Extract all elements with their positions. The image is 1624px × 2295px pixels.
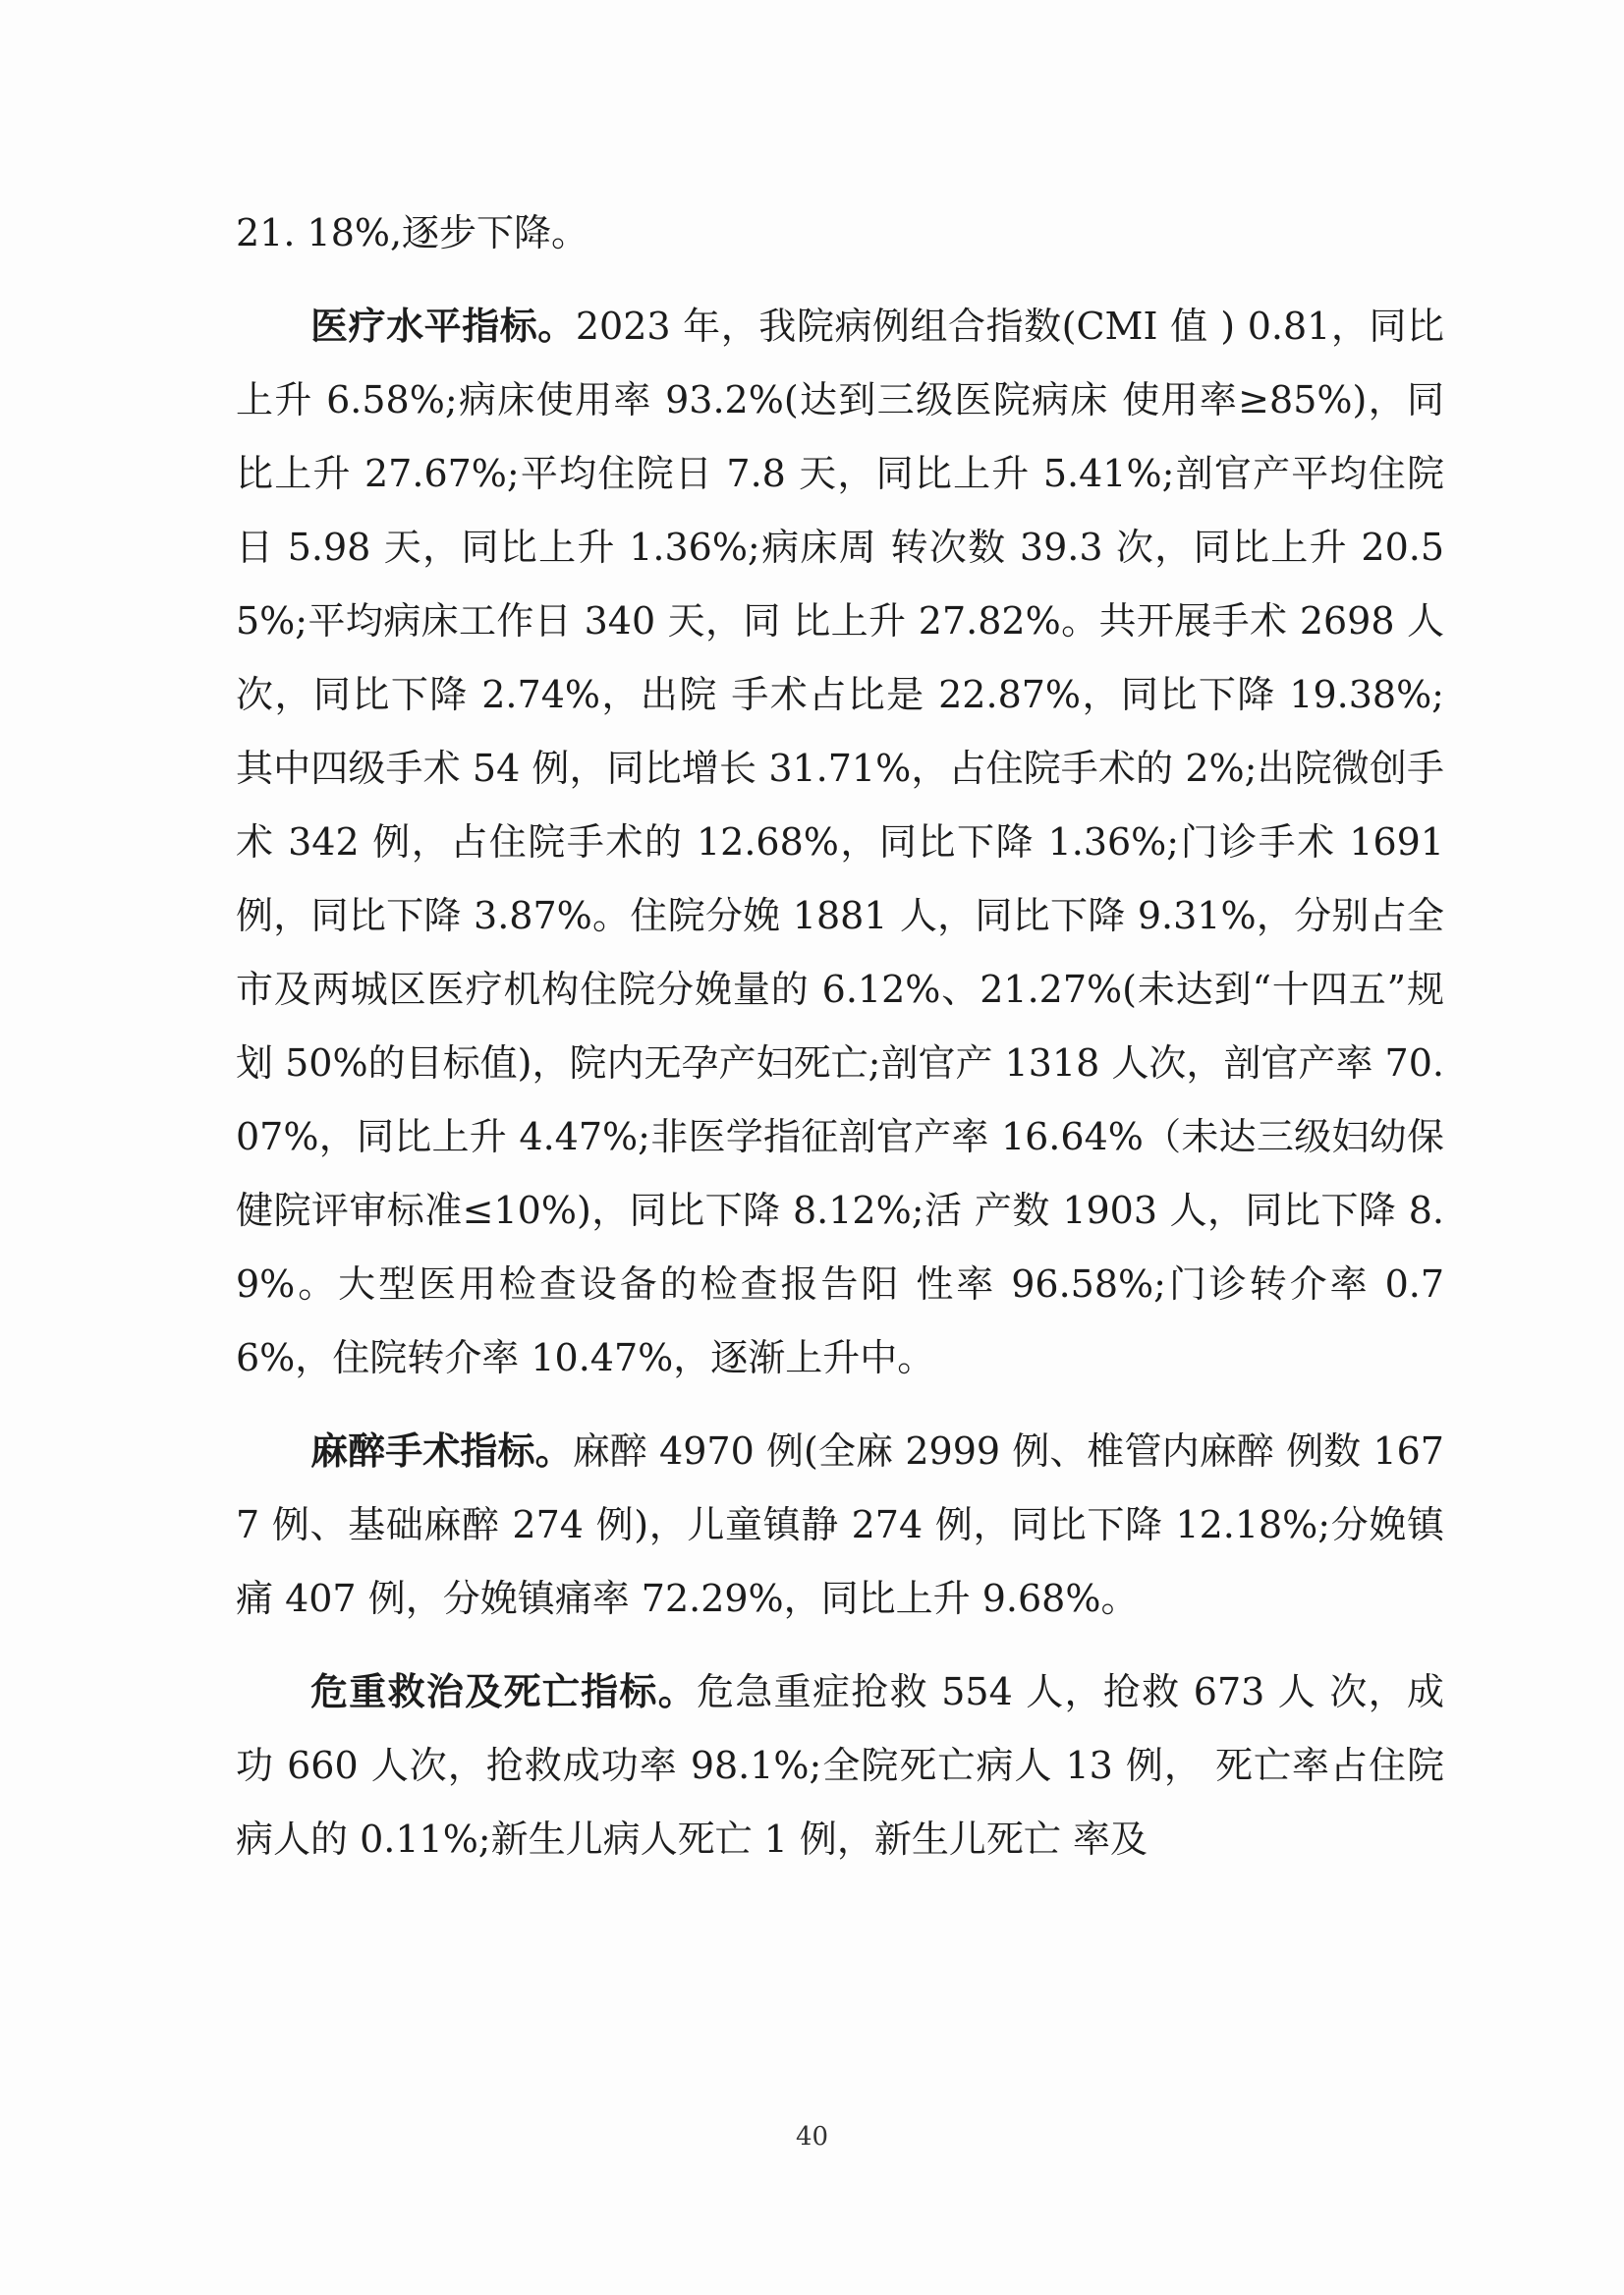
paragraph-text: 危急重症抢救 554 人，抢救 673 人 次，成功 660 人次，抢救成功率 98.1%;全院死亡病人 13 例， 死亡率占住院病人的 0.11%;新生儿病人死亡 1 例，新生儿死亡 率及 [236,1670,1444,1861]
document-body [236,196,1444,1896]
page-number: 40 [795,2122,829,2152]
paragraph-continuation [236,196,1444,270]
paragraph-anesthesia [236,1415,1444,1636]
paragraph-text: 21. 18%,逐步下降。 [236,211,589,254]
paragraph-heading: 麻醉手术指标。 [310,1429,573,1473]
paragraph-text: 2023 年，我院病例组合指数(CMI 值 ) 0.81，同比上升 6.58%;病床使用率 93.2%(达到三级医院病床 使用率≥85%)，同比上升 27.67%;平均住院日 7.8 天，同比上升 5.41%;剖官产平均住院日 5.98 天，同比上升 1.36%;病床周 转次数 39.3 次，同比上升 20.55%;平均病床工作日 340 天，同 比上升 27.82%。共开展手术 2698 人次，同比下降 2.74%，出院 手术占比是 22.87%，同比下降 19.38%;其中四级手术 54 例，同比增长 31.71%，占住院手术的 2%;出院微创手术 342 例，占住院手术的 12.68%，同比下降 1.36%;门诊手术 1691 例，同比下降 3.87%。住院分娩 1881 人，同比下降 9.31%，分别占全市及两城区医疗机构住院分娩量的 6.12%、21.27%(未达到“十四五”规划 50%的目标值)，院内无孕产妇死亡;剖官产 1318 人次，剖官产率 70.07%，同比上升 4.47%;非医学指征剖官产率 16.64%（未达三级妇幼保健院评审标准≤10%)，同比下降 8.12%;活 产数 1903 人，同比下降 8.9%。大型医用检查设备的检查报告阳 性率 96.58%;门诊转介率 0.76%，住院转介率 10.47%，逐渐上升中。 [236,305,1444,1379]
paragraph-heading: 危重救治及死亡指标。 [310,1670,698,1713]
paragraph-text: 麻醉 4970 例(全麻 2999 例、椎管内麻醉 例数 1677 例、基础麻醉 274 例)，儿童镇静 274 例，同比下降 12.18%;分娩镇痛 407 例，分娩镇痛率 72.29%，同比上升 9.68%。 [236,1429,1444,1620]
paragraph-medical-level [236,290,1444,1395]
paragraph-critical-care [236,1655,1444,1876]
paragraph-heading: 医疗水平指标。 [310,305,576,348]
